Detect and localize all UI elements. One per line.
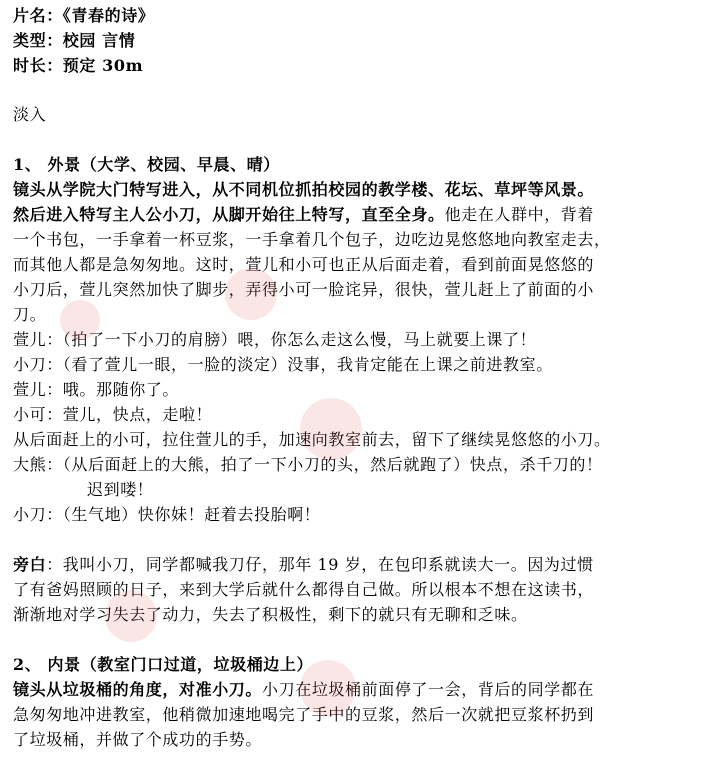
scene1-line: 镜头从学院大门特写进入，从不同机位抓拍校园的教学楼、花坛、草坪等风景。 — [13, 180, 595, 199]
dialogue-line: 大熊：（从后面赶上的大熊，拍了一下小刀的头，然后就跑了）快点，杀千刀的！ — [13, 455, 603, 474]
narration-label: 旁白 — [13, 555, 47, 574]
dialogue-line: 萱儿：（拍了一下小刀的肩膀）喂，你怎么走这么慢，马上就要上课了！ — [13, 330, 537, 349]
scene1-bold-text: 然后进入特写主人公小刀，从脚开始往上特写，直至全身。 — [13, 205, 445, 224]
film-duration: 时长：预定 30m — [13, 56, 144, 75]
narration-line: 渐渐地对学习失去了动力，失去了积极性，剩下的就只有无聊和乏味。 — [13, 605, 528, 624]
scene2-line: 了垃圾桶，并做了个成功的手势。 — [13, 730, 263, 749]
narration-text: ：我叫小刀，同学都喊我刀仔，那年 19 岁，在包印系就读大一。因为过惯 — [46, 555, 594, 574]
scene2-heading: 2、 内景（教室门口过道，垃圾桶边上） — [13, 655, 314, 674]
watermark-stamp — [300, 398, 362, 460]
scene1-line: 而其他人都是急匆匆地。这时，萱儿和小可也正从后面走着，看到前面晃悠悠的 — [13, 255, 595, 274]
scene1-heading: 1、 外景（大学、校园、早晨、晴） — [13, 155, 280, 174]
dialogue-line: 萱儿：哦。那随你了。 — [13, 380, 180, 399]
scene1-line: 小刀后，萱儿突然加快了脚步，弄得小可一脸诧异，很快，萱儿赶上了前面的小 — [13, 280, 595, 299]
scene1-text: 他走在人群中，背着 — [444, 205, 595, 224]
scene2-line: 急匆匆地冲进教室，他稍微加速地喝完了手中的豆浆，然后一次就把豆浆杯扔到 — [13, 705, 595, 724]
film-genre: 类型：校园 言情 — [13, 31, 136, 50]
scene1-line: 一个书包，一手拿着一杯豆浆，一手拿着几个包子，边吃边晃悠悠地向教室走去， — [13, 230, 611, 249]
film-title: 片名：《青春的诗》 — [13, 6, 155, 25]
narration-line: 了有爸妈照顾的日子，来到大学后就什么都得自己做。所以根本不想在这读书， — [13, 580, 595, 599]
scene1-line: 刀。 — [13, 305, 47, 324]
scene2-bold-text: 镜头从垃圾桶的角度，对准小刀。 — [13, 680, 263, 699]
action-line: 从后面赶上的小可，拉住萱儿的手，加速向教室前去，留下了继续晃悠悠的小刀。 — [13, 430, 611, 449]
narration-line — [13, 555, 594, 575]
scene2-text: 小刀在垃圾桶前面停了一会，背后的同学都在 — [262, 680, 595, 699]
dialogue-line: 小刀：（看了萱儿一眼，一脸的淡定）没事，我肯定能在上课之前进教室。 — [13, 355, 553, 374]
scene2-line — [13, 680, 594, 700]
fade-in-label: 淡入 — [13, 105, 47, 124]
dialogue-line: 小可：萱儿，快点，走啦！ — [13, 405, 213, 424]
scene1-line — [13, 205, 594, 225]
dialogue-line-continued: 迟到喽！ — [87, 480, 154, 499]
dialogue-line: 小刀：（生气地）快你妹！赶着去投胎啊！ — [13, 505, 321, 524]
